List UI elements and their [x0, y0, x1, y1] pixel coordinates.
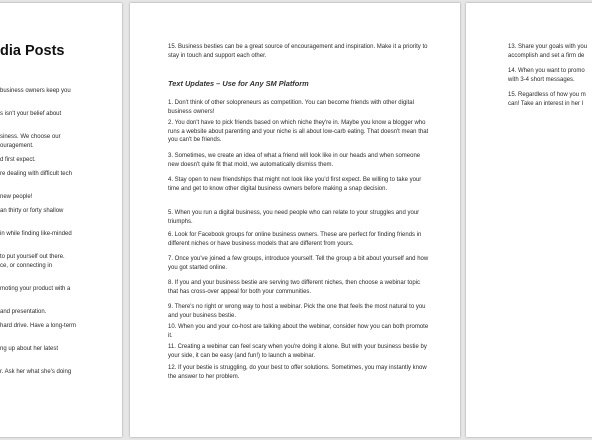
- text-line: hard drive. Have a long-term: [0, 323, 77, 329]
- text-line: s isn't your belief about: [0, 111, 62, 117]
- text-line: 13. Share your goals with you: [508, 44, 588, 50]
- text-line: with 3-4 short messages.: [508, 77, 575, 83]
- text-line: ng up about her latest: [0, 346, 59, 352]
- text-line: and presentation.: [0, 309, 47, 315]
- list-item: 9. There's no right or wrong way to host a webinar. Pick the one that feels the most natural to you and your business bestie.: [168, 304, 426, 319]
- document-page-left: [0, 3, 122, 437]
- text-line: re dealing with difficult tech: [0, 171, 72, 177]
- text-line: 15. Regardless of how you m: [508, 92, 586, 98]
- text-line: moting your product with a: [0, 286, 71, 292]
- page-title: dia Posts: [0, 43, 65, 59]
- text-line: ouragement.: [0, 143, 34, 149]
- text-line: in while finding like-minded: [0, 231, 72, 237]
- list-item: 5. When you run a digital business, you need people who can relate to your struggles and your triumphs.: [168, 210, 420, 225]
- text-line: new people!: [0, 194, 33, 200]
- list-item: 10. When you and your co-host are talking about the webinar, consider how you can both promote it.: [168, 324, 429, 339]
- text-line: an thirty or forty shallow: [0, 208, 64, 214]
- document-page-right: [466, 3, 592, 437]
- text-line: can! Take an interest in her l: [508, 101, 583, 107]
- list-item: 3. Sometimes, we create an idea of what a friend will look like in our heads and when someone new doesn't quite fit that mold, we automatically dismiss them.: [168, 153, 421, 168]
- section-heading: Text Updates – Use for Any SM Platform: [168, 79, 309, 88]
- list-item: 1. Don't think of other solopreneurs as competition. You can become friends with other digital business owners!: [168, 100, 414, 115]
- list-item: 7. Once you've joined a few groups, introduce yourself. Tell the group a bit about yourself and how you got started online.: [168, 256, 429, 271]
- text-line: to put yourself out there.: [0, 254, 65, 260]
- text-line: d first expect.: [0, 157, 36, 163]
- text-line: business owners keep you: [0, 88, 71, 94]
- text-line: ce, or connecting in: [0, 263, 53, 269]
- text-line: 14. When you want to promo: [508, 68, 585, 74]
- list-item: 4. Stay open to new friendships that might not look like you'd first expect. Be willing to take your time and get to know other digital business owners before making a snap decision.: [168, 177, 422, 192]
- list-item: 2. You don't have to pick friends based on which niche they're in. Maybe you know a blogger who runs a website about parenting and your niche is all about low-carb eating. That doesn't mean that you can't be friends.: [168, 120, 429, 143]
- text-line: r. Ask her what she's doing: [0, 369, 72, 375]
- list-item: 11. Creating a webinar can feel scary when you're doing it alone. But with your business bestie by your side, it can be easy (and fun!) to launch a webinar.: [168, 344, 427, 359]
- text-line: accomplish and set a firm de: [508, 53, 585, 59]
- document-page-middle: [130, 3, 460, 437]
- text-line: siness. We choose our: [0, 134, 61, 140]
- list-item: 8. If you and your business bestie are serving two different niches, then choose a webinar topic that has cross-over appeal for both your communities.: [168, 280, 421, 295]
- paragraph-intro: 15. Business besties can be a great source of encouragement and inspiration. Make it a priority to stay in touch and support each other.: [168, 44, 428, 59]
- list-item: 12. If your bestie is struggling, do your best to offer solutions. Sometimes, you may instantly know the answer to her problem.: [168, 365, 427, 380]
- list-item: 6. Look for Facebook groups for online business owners. These are perfect for finding friends in different niches or have business models that are different from yours.: [168, 232, 422, 247]
